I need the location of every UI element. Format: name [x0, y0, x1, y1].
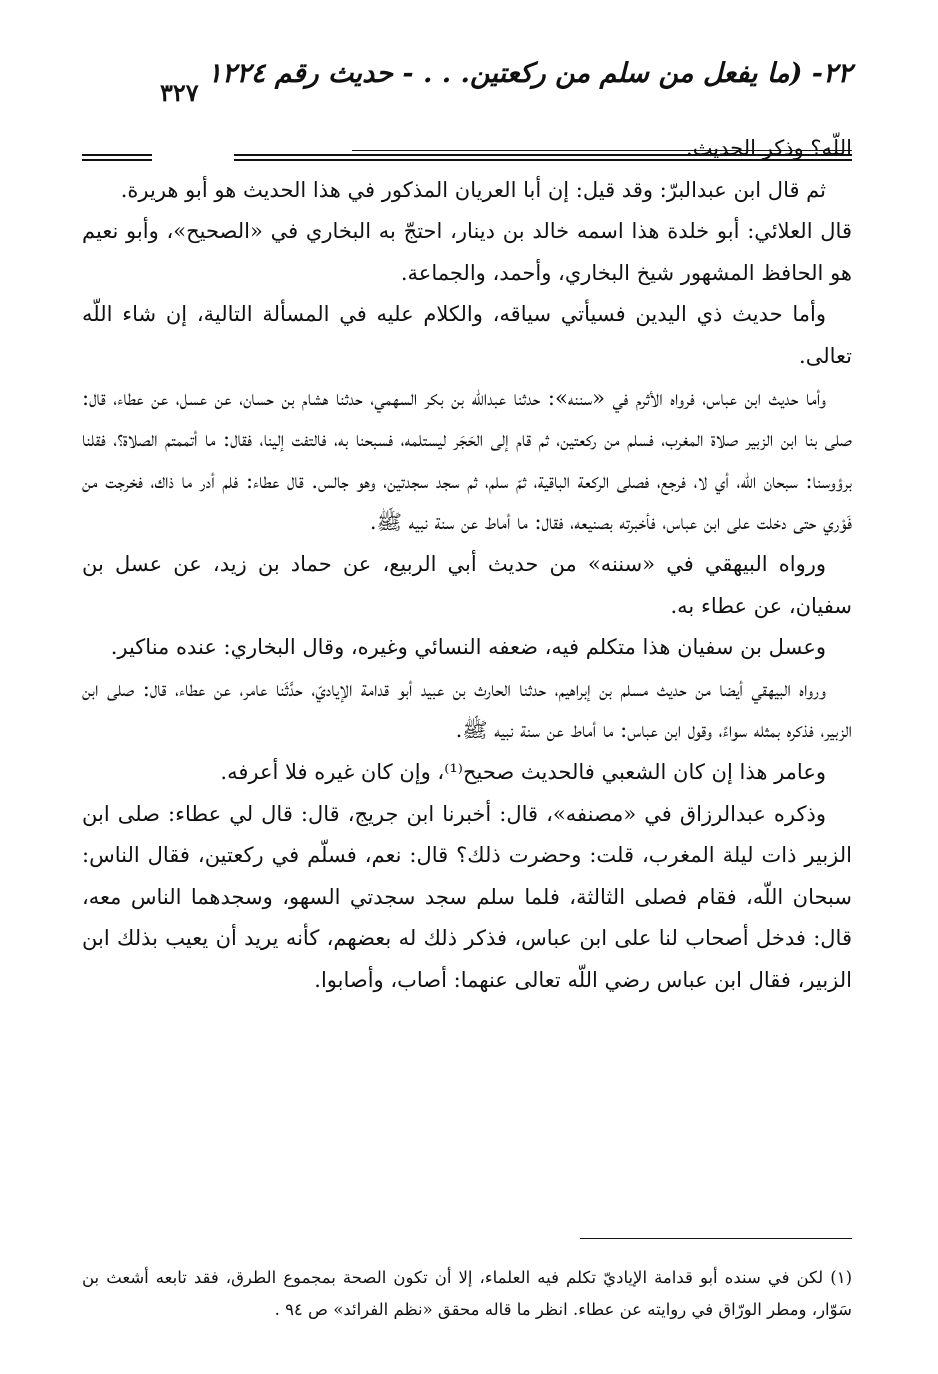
paragraph: وذكره عبدالرزاق في «مصنفه»، قال: أخبرنا ابن جريج، قال: قال لي عطاء: صلى ابن الزبير ذات ليلة المغرب، قلت: وحضرت ذلك؟ قال: نعم، فسلّم في ركعتين، فقال الناس: سبحان اللّه، فقام فصلى الثالثة، فلما سلم سجد سجدتي السهو، وسجدهما الناس معه، قال: فدخل أصحاب لنا على ابن عباس، فذكر ذلك له بعضهم، كأنه يريد أن يعيب بذلك ابن الزبير، فقال ابن عباس رضي اللّه تعالى عنهما: أصاب، وأصابوا. — [82, 801, 852, 992]
page-number: ٣٢٧ — [160, 78, 199, 107]
chapter-title: ٢٢- (ما يفعل من سلم من ركعتين. . . - حديث رقم ١٢٢٤ — [207, 58, 852, 89]
paragraph: وعامر هذا إن كان الشعبي فالحديث صحيح⁽¹⁾، وإن كان غيره فلا أعرفه. — [220, 759, 826, 784]
paragraph: قال العلائي: أبو خلدة هذا اسمه خالد بن دينار، احتجّ به البخاري في «الصحيح»، وأبو نعيم هو الحافظ المشهور شيخ البخاري، وأحمد، والجماعة. — [82, 219, 852, 285]
footnote: (١) لكن في سنده أبو قدامة الإياديّ تكلم فيه العلماء، إلا أن تكون الصحة بمجموع الطرق، فقد تابعه أشعث بن سَوّار، ومطر الورّاق في روايته عن عطاء. انظر ما قاله محقق «نظم الفرائد» ص ٩٤ . — [82, 1268, 852, 1319]
paragraph: ورواه البيهقي في «سننه» من حديث أبي الربيع، عن حماد بن زيد، عن عسل بن سفيان، عن عطاء به. — [82, 551, 852, 618]
paragraph: وأما حديث ذي اليدين فسيأتي سياقه، والكلام عليه في المسألة التالية، إن شاء اللّه تعالى. — [82, 302, 852, 368]
paragraph: وعسل بن سفيان هذا متكلم فيه، ضعفه النسائي وغيره، وقال البخاري: عنده مناكير. — [110, 635, 826, 660]
paragraph: ثم قال ابن عبدالبرّ: وقد قيل: إن أبا العريان المذكور في هذا الحديث هو أبو هريرة. — [120, 177, 826, 202]
paragraph: ورواه البيهقي أيضا من حديث مسلم بن إبراهيم، حدثنا الحارث بن عبيد أبو قدامة الإياديّ، حدَّثَنا عامر، عن عطاء، قال: صلى ابن الزبير، فذكره بمثله سواءً، وقول ابن عباس: ما أماط عن سنة نبيه ﷺ. — [82, 676, 852, 743]
running-header — [82, 58, 852, 107]
footnote-separator — [580, 1238, 852, 1239]
paragraph: وأما حديث ابن عباس، فرواه الأثرم في «سننه»: حدثنا عبداللّه بن بكر السهمي، حدثنا هشام بن حسان، عن عسل، عن عطاء، قال: صلى بنا ابن الزبير صلاة المغرب، فسلم من ركعتين، ثم قام إلى الحَجَر ليستلمه، فسبحنا به، فالتفت إلينا، فقال: ما أتممتم الصلاة؟، فقلنا برؤوسنا: سبحان اللّه، أي لا، فرجع، فصلى الركعة الباقية، ثمّ سلم، ثم سجد سجدتين، وهو جالس. قال عطاء: فلم أدر ما ذاك، فخرجت من فَوْري حتى دخلت على ابن عباس، فأخبرته بصنيعه، فقال: ما أماط عن سنة نبيه ﷺ. — [82, 385, 852, 535]
paragraph: اللّه؟ وذكر الحديث. — [686, 136, 852, 160]
main-text — [82, 128, 852, 1001]
